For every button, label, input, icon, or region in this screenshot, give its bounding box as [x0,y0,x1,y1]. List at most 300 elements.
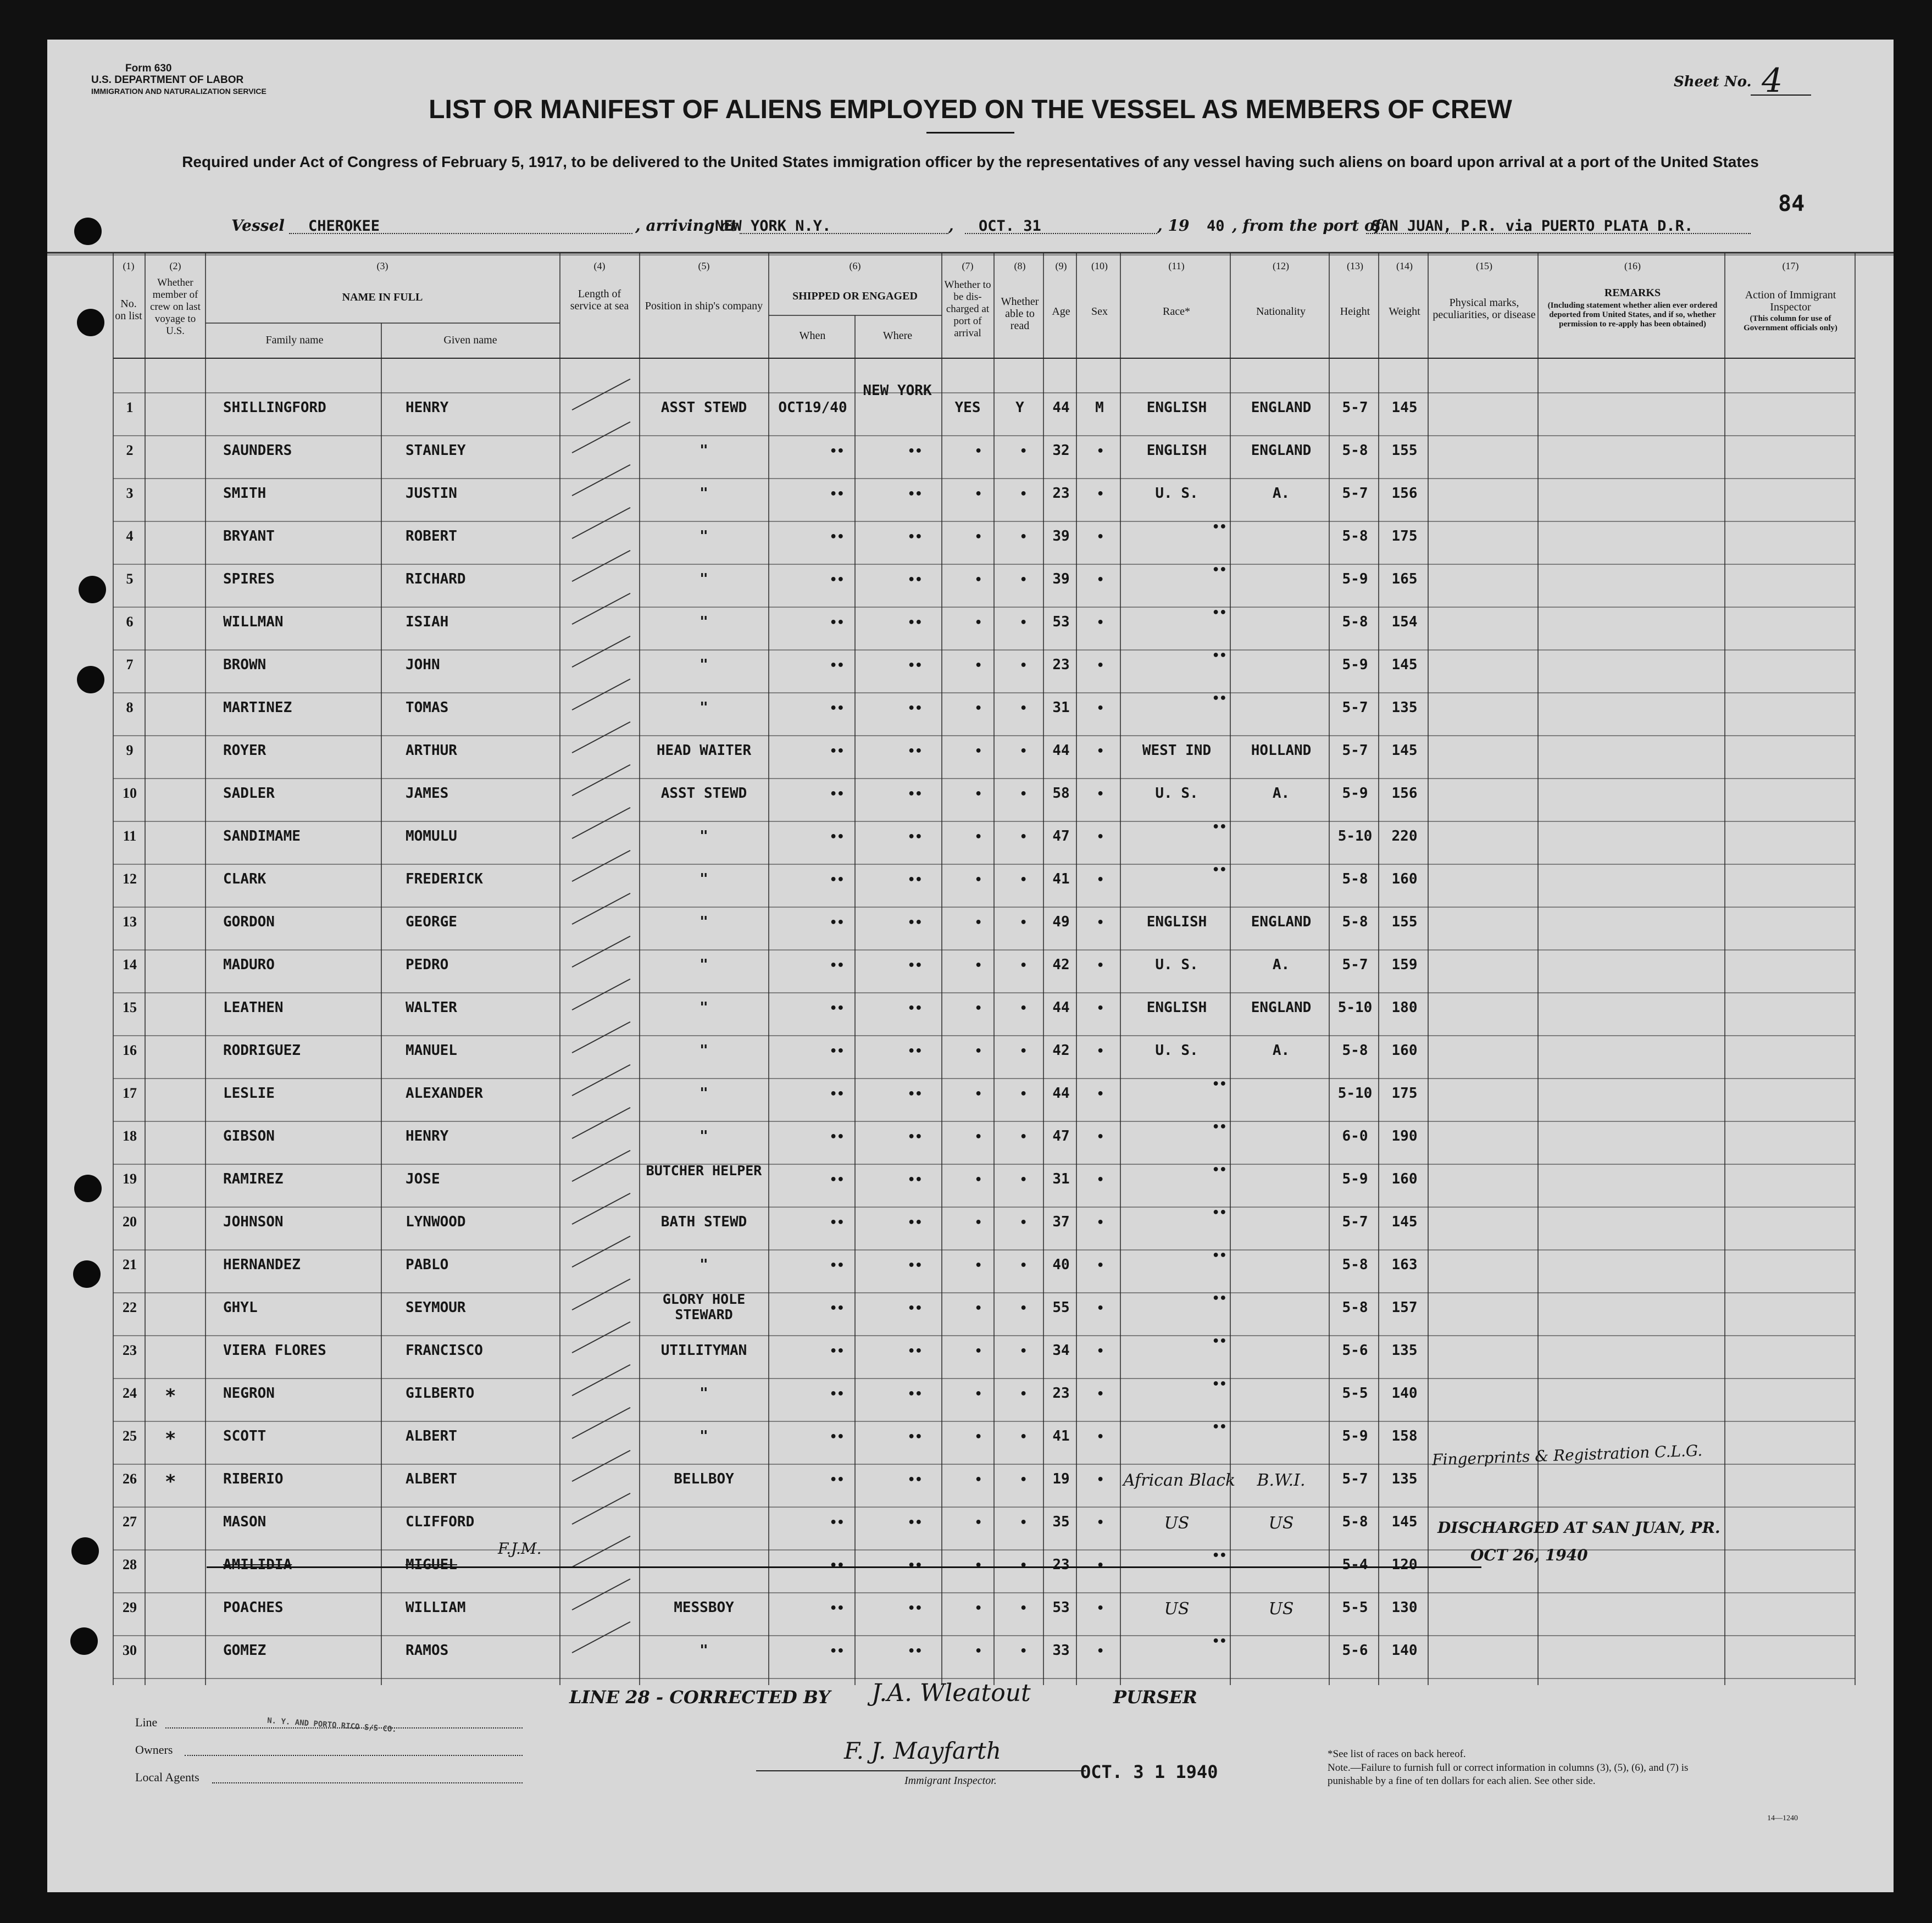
form-code: 14—1240 [1767,1814,1798,1822]
given-name: MIGUEL [406,1557,457,1573]
height: 5-9 [1342,1171,1368,1187]
ditto-mark: •• [908,873,923,887]
header-length-of-service: Length of service at sea [570,288,629,312]
age: 42 [1052,1042,1070,1059]
line-label: Line [135,1715,158,1729]
weight: 140 [1391,1642,1418,1659]
race: U. S. [1155,957,1198,973]
age: 53 [1052,1599,1070,1616]
ditto-mark: • [1020,1002,1028,1015]
position-in-ship: BUTCHER HELPER [646,1163,762,1179]
given-name: FRANCISCO [406,1342,483,1359]
height: 5-8 [1342,1042,1368,1059]
nationality: ENGLAND [1251,399,1312,416]
ditto-mark: •• [830,1602,845,1615]
row-28-strikethrough [207,1566,1481,1568]
punch-hole [73,1260,101,1288]
weight: 175 [1391,1085,1418,1102]
ditto-mark: •• [830,1644,845,1658]
age: 41 [1052,1428,1070,1444]
ditto-mark: • [1020,1302,1028,1315]
purser-label: PURSER [1113,1687,1197,1708]
ditto-mark: • [1020,1044,1028,1058]
able-to-read: Y [1015,399,1024,416]
col-num-8: (8) [1014,260,1026,271]
manifest-sheet [47,40,1894,1892]
shipped-where: NEW YORK [863,382,932,399]
family-name: LESLIE [223,1085,275,1102]
nationality: A. [1272,957,1290,973]
given-name: ARTHUR [406,742,457,759]
col-num-14: (14) [1396,260,1413,271]
race: WEST IND [1142,742,1212,759]
age: 44 [1052,1085,1070,1102]
prior-voyage-mark: * [165,1471,176,1493]
height: 5-8 [1342,1514,1368,1530]
purser-signature: J.A. Wleatout [871,1679,1031,1707]
ditto-mark: •• [1212,563,1227,577]
row-number: 11 [123,828,137,844]
row-number: 26 [123,1471,137,1487]
ditto-mark: • [975,830,982,844]
nationality: HOLLAND [1251,742,1312,759]
page-title: LIST OR MANIFEST OF ALIENS EMPLOYED ON THE VESSEL AS MEMBERS OF CREW [429,95,1512,124]
ditto-mark: • [1020,702,1028,715]
ditto-mark: • [1097,1130,1104,1144]
weight: 145 [1391,399,1418,416]
ditto-mark: • [1097,1344,1104,1358]
ditto-mark: • [1020,1344,1028,1358]
owners-label: Owners [135,1743,173,1757]
ditto-mark: • [1097,1259,1104,1272]
punch-hole [74,218,102,245]
ditto-mark: • [975,702,982,715]
ditto-mark: • [975,787,982,801]
ditto-mark: •• [830,916,845,930]
col-num-12: (12) [1273,260,1289,271]
ditto-mark: •• [908,487,923,501]
ditto-mark: •• [908,1473,923,1487]
header-inspector-note: (This column for use of Government officials only) [1744,314,1837,332]
ditto-mark: • [975,530,982,544]
family-name: POACHES [223,1599,284,1616]
ditto-mark: • [1020,530,1028,544]
comma-separator: , [948,216,954,235]
ditto-mark: • [1097,1044,1104,1058]
age: 49 [1052,914,1070,930]
position-in-ship: " [699,1042,708,1059]
position-in-ship: " [699,699,708,716]
ditto-mark: •• [908,530,923,544]
age: 37 [1052,1214,1070,1230]
height: 5-9 [1342,1428,1368,1444]
family-name: SHILLINGFORD [223,399,326,416]
position-in-ship: UTILITYMAN [660,1342,747,1359]
family-name: BROWN [223,657,267,673]
age: 41 [1052,871,1070,887]
race: ENGLISH [1146,914,1207,930]
ditto-mark: • [1020,1559,1028,1572]
ditto-mark: •• [1212,820,1227,834]
ditto-mark: • [1020,616,1028,630]
ditto-mark: •• [1212,1120,1227,1134]
punch-hole [74,1175,102,1202]
family-name: LEATHEN [223,999,284,1016]
position-in-ship: " [699,914,708,930]
given-name: ISIAH [406,614,449,630]
ditto-mark: •• [908,1602,923,1615]
ditto-mark: •• [830,487,845,501]
ditto-mark: •• [830,1002,845,1015]
ditto-mark: • [1097,444,1104,458]
ditto-mark: •• [830,573,845,587]
ditto-mark: • [975,573,982,587]
ditto-mark: •• [908,744,923,758]
family-name: GORDON [223,914,275,930]
height: 5-6 [1342,1342,1368,1359]
weight: 159 [1391,957,1418,973]
prior-voyage-mark: * [165,1385,176,1407]
col-num-10: (10) [1091,260,1108,271]
ditto-mark: •• [1212,649,1227,663]
row-number: 10 [123,785,137,801]
height: 5-5 [1342,1599,1368,1616]
col-num-13: (13) [1347,260,1363,271]
ditto-mark: • [1097,659,1104,673]
ditto-mark: •• [908,1087,923,1101]
from-port-label: , from the port of [1232,216,1381,235]
nationality: ENGLAND [1251,442,1312,459]
ditto-mark: • [975,744,982,758]
ditto-mark: • [1020,787,1028,801]
weight: 157 [1391,1299,1418,1316]
header-race: Race* [1163,305,1190,318]
family-name: GOMEZ [223,1642,267,1659]
weight: 160 [1391,1042,1418,1059]
ditto-mark: •• [830,1087,845,1101]
ditto-mark: • [1097,959,1104,972]
ditto-mark: • [1097,1173,1104,1187]
ditto-mark: •• [908,787,923,801]
family-name: AMILIDIA [223,1557,292,1573]
ditto-mark: •• [830,659,845,673]
row-number: 18 [123,1128,137,1144]
given-name: FREDERICK [406,871,483,887]
weight: 190 [1391,1128,1418,1144]
given-name: JOHN [406,657,440,673]
position-in-ship: ASST STEWD [660,785,747,802]
family-name: SPIRES [223,571,275,587]
row-number: 27 [123,1514,137,1530]
ditto-mark: •• [908,1516,923,1530]
height: 5-8 [1342,442,1368,459]
family-name: BRYANT [223,528,275,544]
ditto-mark: • [1097,1559,1104,1572]
nationality: A. [1272,485,1290,502]
family-name: CLARK [223,871,267,887]
age: 23 [1052,485,1070,502]
position-in-ship: GLORY HOLE STEWARD [662,1291,746,1322]
ditto-mark: • [1020,1387,1028,1401]
ditto-mark: • [1020,1130,1028,1144]
ditto-mark: • [975,1087,982,1101]
ditto-mark: • [1020,1087,1028,1101]
weight: 145 [1391,1514,1418,1530]
weight: 145 [1391,657,1418,673]
service-name: IMMIGRATION AND NATURALIZATION SERVICE [91,87,267,96]
ditto-mark: • [975,444,982,458]
col-num-3: (3) [376,260,388,271]
inspector-signature: F. J. Mayfarth [844,1737,1001,1764]
col-num-16: (16) [1624,260,1641,271]
age: 39 [1052,571,1070,587]
vessel-name: CHEROKEE [308,218,380,235]
age: 47 [1052,828,1070,844]
ditto-mark: • [975,1216,982,1230]
position-in-ship: " [699,528,708,544]
ditto-mark: • [975,1302,982,1315]
header-no-on-list: No. on list [115,298,142,322]
ditto-mark: •• [830,530,845,544]
ditto-mark: • [1097,873,1104,887]
given-name: HENRY [406,399,449,416]
ditto-mark: •• [830,616,845,630]
ditto-mark: •• [830,1387,845,1401]
height: 5-8 [1342,614,1368,630]
shipped-when: OCT19/40 [778,399,847,416]
height: 5-5 [1342,1385,1368,1402]
family-name: RAMIREZ [223,1171,284,1187]
height: 5-8 [1342,871,1368,887]
header-shipped-engaged: SHIPPED OR ENGAGED [792,290,918,302]
nationality: ENGLAND [1251,999,1312,1016]
row-number: 6 [126,614,134,630]
inspector-rule [756,1770,1086,1771]
weight: 163 [1391,1257,1418,1273]
height: 5-10 [1337,828,1373,844]
ditto-mark: •• [908,830,923,844]
ditto-mark: •• [830,1344,845,1358]
row-number: 12 [123,871,137,887]
ditto-mark: • [975,1044,982,1058]
height: 5-7 [1342,1214,1368,1230]
ditto-mark: • [1097,487,1104,501]
penalty-note: Note.—Failure to furnish full or correct information in columns (3), (5), (6), and (7) is punishable by a fine of ten dollars for each alien. See other side. [1328,1762,1689,1787]
department-name: U.S. DEPARTMENT OF LABOR [91,74,244,86]
weight: 160 [1391,1171,1418,1187]
arrival-port: NEW YORK N.Y. [715,218,831,235]
page-stamp-number: 84 [1778,191,1805,216]
header-name-in-full: NAME IN FULL [342,291,423,303]
age: 40 [1052,1257,1070,1273]
header-given-name: Given name [443,334,497,346]
header-age: Age [1052,305,1070,318]
ditto-mark: • [1020,873,1028,887]
height: 5-9 [1342,657,1368,673]
ditto-mark: • [1020,487,1028,501]
header-position: Position in ship's company [645,300,763,312]
ditto-mark: •• [1212,1377,1227,1391]
age: 34 [1052,1342,1070,1359]
age: 35 [1052,1514,1070,1530]
age: 39 [1052,528,1070,544]
given-name: RICHARD [406,571,466,587]
family-name: SCOTT [223,1428,267,1444]
family-name: SANDIMAME [223,828,301,844]
age: 23 [1052,1557,1070,1573]
weight: 140 [1391,1385,1418,1402]
position-in-ship: " [699,485,708,502]
position-in-ship: " [699,871,708,887]
header-nationality: Nationality [1256,305,1306,318]
weight: 130 [1391,1599,1418,1616]
given-name: JUSTIN [406,485,457,502]
given-name: HENRY [406,1128,449,1144]
remark-row-26: Fingerprints & Registration C.L.G. [1431,1441,1703,1469]
weight: 154 [1391,614,1418,630]
ditto-mark: •• [1212,1292,1227,1305]
ditto-mark: • [1097,1002,1104,1015]
family-name: HERNANDEZ [223,1257,301,1273]
position-in-ship: " [699,571,708,587]
row-number: 17 [123,1085,137,1101]
position-in-ship: " [699,1128,708,1144]
nationality: B.W.I. [1257,1471,1306,1490]
remark-row-28-date: OCT 26, 1940 [1470,1546,1588,1564]
ditto-mark: • [1097,1516,1104,1530]
ditto-mark: •• [908,1216,923,1230]
ditto-mark: •• [1212,863,1227,877]
weight: 155 [1391,914,1418,930]
company-stamp: N. Y. AND PORTO RICO S/S CO. [267,1716,397,1735]
row-number: 23 [123,1342,137,1358]
ditto-mark: •• [830,1259,845,1272]
age: 19 [1052,1471,1070,1487]
age: 58 [1052,785,1070,802]
header-crew-last-voyage: Whether member of crew on last voyage to U.S. [150,277,201,337]
ditto-mark: •• [830,1559,845,1572]
ditto-mark: • [975,1173,982,1187]
ditto-mark: • [1097,573,1104,587]
row-number: 28 [123,1557,137,1572]
ditto-mark: •• [908,1430,923,1444]
race: African Black [1123,1471,1236,1490]
remark-row-28-discharged: DISCHARGED AT SAN JUAN, PR. [1437,1519,1720,1537]
ditto-mark: •• [908,659,923,673]
prior-voyage-mark: * [165,1428,176,1450]
ditto-mark: • [1020,1216,1028,1230]
ditto-mark: •• [908,1387,923,1401]
ditto-mark: • [1097,1644,1104,1658]
ditto-mark: • [1097,1602,1104,1615]
ditto-mark: •• [1212,1420,1227,1434]
family-name: ROYER [223,742,267,759]
ditto-mark: •• [908,702,923,715]
ditto-mark: • [1020,830,1028,844]
ditto-mark: • [1020,444,1028,458]
age: 44 [1052,399,1070,416]
ditto-mark: • [1097,616,1104,630]
arrival-date: OCT. 31 [979,218,1041,235]
col-num-4: (4) [593,260,606,271]
family-name: JOHNSON [223,1214,284,1230]
agents-rule [212,1782,523,1783]
ditto-mark: • [1020,1173,1028,1187]
weight: 165 [1391,571,1418,587]
row-number: 21 [123,1257,137,1272]
ditto-mark: • [975,1602,982,1615]
position-in-ship: " [699,1257,708,1273]
ditto-mark: •• [1212,1077,1227,1091]
position-in-ship: " [699,828,708,844]
family-name: RODRIGUEZ [223,1042,301,1059]
age: 55 [1052,1299,1070,1316]
row-number: 25 [123,1428,137,1444]
given-name: JOSE [406,1171,440,1187]
punch-hole [79,576,106,603]
ditto-mark: •• [830,959,845,972]
ditto-mark: •• [908,1002,923,1015]
row-number: 14 [123,957,137,972]
row-number: 30 [123,1642,137,1658]
ditto-mark: •• [908,1259,923,1272]
ditto-mark: •• [1212,692,1227,705]
ditto-mark: • [975,1559,982,1572]
height: 5-4 [1342,1557,1368,1573]
height: 5-10 [1337,999,1373,1016]
age: 31 [1052,699,1070,716]
ditto-mark: •• [830,1430,845,1444]
sheet-number: 4 [1762,62,1783,100]
ditto-mark: •• [908,1044,923,1058]
ditto-mark: • [1097,702,1104,715]
given-name: GEORGE [406,914,457,930]
family-name: RIBERIO [223,1471,284,1487]
ditto-mark: •• [908,573,923,587]
given-name: ALBERT [406,1471,457,1487]
sex: M [1095,399,1104,416]
ditto-mark: •• [830,873,845,887]
ditto-mark: • [1020,1602,1028,1615]
ditto-mark: • [1020,959,1028,972]
col-num-5: (5) [698,260,710,271]
nationality: A. [1272,785,1290,802]
col-num-1: (1) [123,260,135,271]
ditto-mark: •• [908,1644,923,1658]
col-num-2: (2) [169,260,181,271]
ditto-mark: • [1020,916,1028,930]
ditto-mark: •• [1212,1335,1227,1348]
age: 23 [1052,1385,1070,1402]
ditto-mark: • [975,1259,982,1272]
given-name: WALTER [406,999,457,1016]
ditto-mark: •• [1212,1549,1227,1563]
ditto-mark: • [1020,659,1028,673]
age: 32 [1052,442,1070,459]
ditto-mark: • [1097,1087,1104,1101]
row-number: 5 [126,571,134,587]
height: 6-0 [1342,1128,1368,1144]
ditto-mark: • [1020,744,1028,758]
ditto-mark: •• [830,702,845,715]
position-in-ship: " [699,614,708,630]
row-number: 16 [123,1042,137,1058]
ditto-mark: • [1020,1430,1028,1444]
age: 44 [1052,999,1070,1016]
height: 5-7 [1342,742,1368,759]
ditto-mark: • [1097,1473,1104,1487]
weight: 135 [1391,1471,1418,1487]
